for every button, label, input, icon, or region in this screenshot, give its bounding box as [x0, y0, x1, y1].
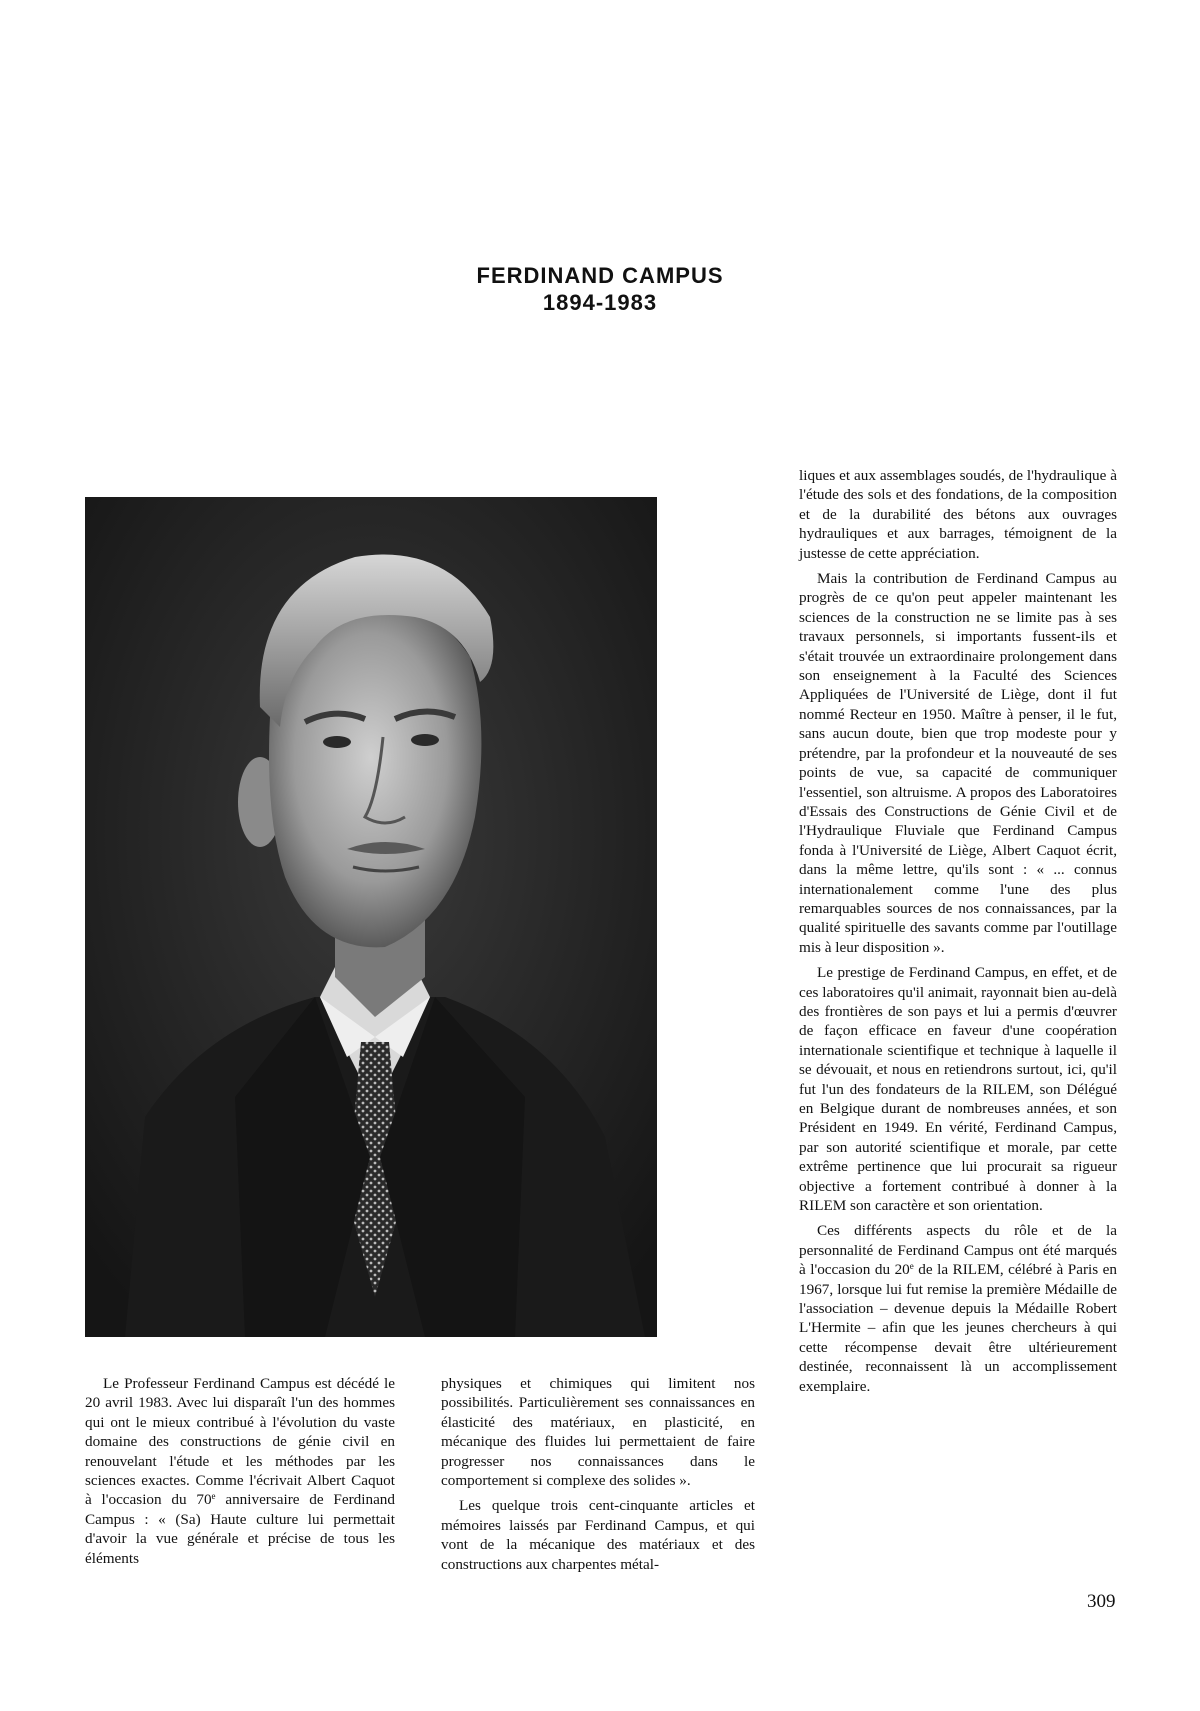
paragraph: Mais la contribution de Ferdinand Campus au progrès de ce qu'on peut appeler maintenant les sciences de la construction ne se limite pas à ses travaux personnels, si importants fussent-ils et s'était trouvée un extraordinaire prolongement dans son enseignement à la Faculté des Sciences Appliquées de l'Université de Liège, dont il fut nommé Recteur en 1950. Maître à penser, il le fut, sans aucun doute, bien que trop modeste pour y prétendre, par la profondeur et la nouveauté de ses points de vue, sa capacité de communiquer l'essentiel, son altruisme. A propos des Laboratoires d'Essais des Constructions de Génie Civil et de l'Hydraulique Fluviale que Ferdinand Campus fonda à l'Université de Liège, Albert Caquot écrit, dans la même lettre, qu'ils sont : « ... connus internationalement comme l'une des plus remarquables sources de nos connaissances, par la qualité spirituelle des savants comme par l'outillage mis à leur disposition ». [799, 570, 1117, 956]
paragraph: physiques et chimiques qui limitent nos possibilités. Particulièrement ses connaissances en élasticité des matériaux, en plasticité, en mécanique des fluides lui permettaient de faire progresser nos connaissances dans le comportement si complexe des solides ». [441, 1375, 755, 1490]
paragraph-text: Le Professeur Ferdinand Campus est décédé le 20 avril 1983. Avec lui disparaît l'un des hommes qui ont le mieux contribué à l'évolution du vaste domaine des constructions de génie civil en renouvelant l'étude et les méthodes par les sciences exactes. Comme l'écrivait Albert Caquot à l'occasion du 70 [85, 1375, 395, 1509]
portrait-photo [85, 497, 657, 1337]
portrait-photo-icon [85, 497, 657, 1337]
text-column-2 [441, 1374, 755, 1574]
life-years: 1894-1983 [542, 290, 658, 315]
paragraph [85, 1374, 395, 1568]
article-title [400, 262, 800, 316]
person-name: FERDINAND CAMPUS [476, 263, 724, 288]
page-number: 309 [1087, 1591, 1116, 1612]
text-column-1 [85, 1374, 395, 1568]
superscript: e [909, 1261, 914, 1272]
superscript: e [211, 1491, 216, 1502]
paragraph-text: Ces différents aspects du rôle et de la personnalité de Ferdinand Campus ont été marqués à l'occasion du 20 [799, 1222, 1117, 1279]
paragraph: liques et aux assemblages soudés, de l'hydraulique à l'étude des sols et des fondations, de la composition et de la durabilité des bétons aux ouvrages hydrauliques et aux barrages, témoignent de la justesse de cette appréciation. [799, 467, 1117, 562]
paragraph: Le prestige de Ferdinand Campus, en effet, et de ces laboratoires qu'il animait, rayonnait bien au-delà des frontières de son pays et lui a permis d'œuvrer de façon efficace en faveur d'une coopération internationale scientifique et technique à laquelle il se dévouait, et nous en retiendrons surtout, ici, qu'il fut l'un des fondateurs de la RILEM, son Délégué en Belgique durant de nombreuses années, et son Président en 1949. En vérité, Ferdinand Campus, par son autorité scientifique et morale, par cette extrême pertinence que lui procurait sa rigueur objective a fortement contribué à donner à la RILEM son caractère et son orientation. [799, 964, 1117, 1215]
paragraph [799, 1221, 1117, 1396]
paragraph-text: anniversaire de Ferdinand Campus : « (Sa) Haute culture lui permettait d'avoir la vue générale et précise de tous les éléments [85, 1491, 395, 1567]
paragraph: Les quelque trois cent-cinquante articles et mémoires laissés par Ferdinand Campus, et qui vont de la mécanique des matériaux et des constructions aux charpentes métal- [441, 1497, 755, 1573]
paragraph-text: de la RILEM, célébré à Paris en 1967, lorsque lui fut remise la première Médaille de l'association – devenue depuis la Médaille Robert L'Hermite – afin que les jeunes chercheurs à qui cette récompense devait être ultérieurement destinée, reconnaissent là un accomplissement exemplaire. [799, 1261, 1117, 1395]
text-column-3 [799, 466, 1117, 1396]
